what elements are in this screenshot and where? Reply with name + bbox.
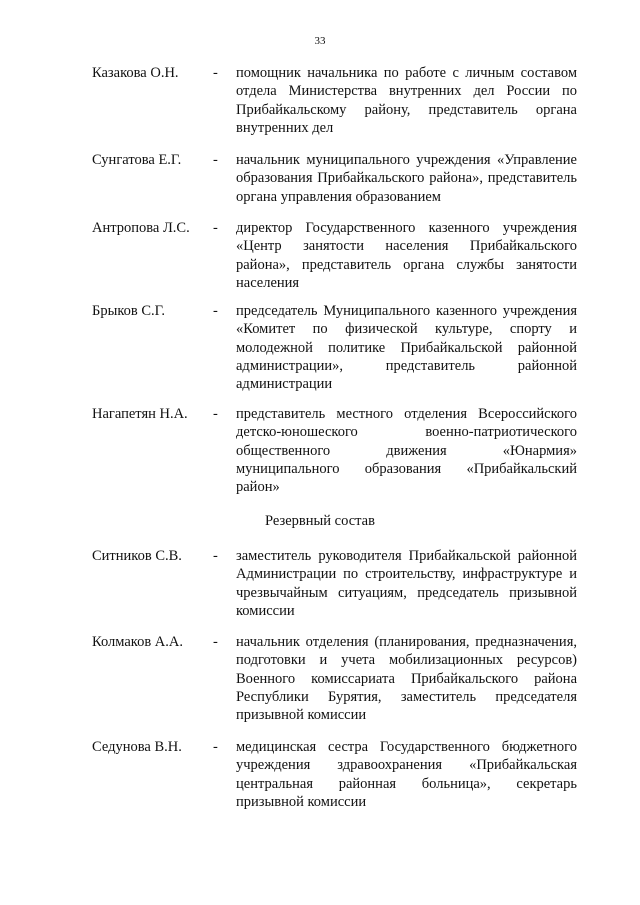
member-name: Ситников С.В. bbox=[92, 548, 182, 564]
dash-separator: - bbox=[213, 220, 218, 236]
member-description: начальник отделения (планирования, предназначения, подготовки и учета мобилизационных ресурсов) Военного комиссариата Прибайкальского района Республики Бурятия, заместитель председателя призывной комиссии bbox=[236, 634, 577, 724]
member-description: директор Государственного казенного учреждения «Центр занятости населения Прибайкальского района», представитель органа службы занятости населения bbox=[236, 220, 577, 291]
dash-separator: - bbox=[213, 739, 218, 755]
reserve-section-title: Резервный состав bbox=[265, 513, 375, 529]
member-description: медицинская сестра Государственного бюджетного учреждения здравоохранения «Прибайкальская центральная районная больница», секретарь призывной комиссии bbox=[236, 739, 577, 810]
member-description: начальник муниципального учреждения «Управление образования Прибайкальского района», представитель органа управления образованием bbox=[236, 152, 577, 205]
member-description: заместитель руководителя Прибайкальской районной Администрации по строительству, инфраструктуре и чрезвычайным ситуациям, председатель призывной комиссии bbox=[236, 548, 577, 619]
member-name: Нагапетян Н.А. bbox=[92, 406, 188, 422]
member-name: Седунова В.Н. bbox=[92, 739, 182, 755]
member-name: Колмаков А.А. bbox=[92, 634, 183, 650]
dash-separator: - bbox=[213, 548, 218, 564]
dash-separator: - bbox=[213, 406, 218, 422]
member-description: председатель Муниципального казенного учреждения «Комитет по физической культуре, спорту и молодежной политике Прибайкальской районной администрации», представитель районной администрации bbox=[236, 303, 577, 393]
member-name: Антропова Л.С. bbox=[92, 220, 190, 236]
dash-separator: - bbox=[213, 65, 218, 81]
member-name: Казакова О.Н. bbox=[92, 65, 179, 81]
dash-separator: - bbox=[213, 634, 218, 650]
member-name: Сунгатова Е.Г. bbox=[92, 152, 182, 168]
dash-separator: - bbox=[213, 303, 218, 319]
dash-separator: - bbox=[213, 152, 218, 168]
member-description: помощник начальника по работе с личным составом отдела Министерства внутренних дел России по Прибайкальскому району, представитель органа внутренних дел bbox=[236, 65, 577, 136]
page-number: 33 bbox=[314, 35, 326, 47]
member-name: Брыков С.Г. bbox=[92, 303, 166, 319]
member-description: представитель местного отделения Всероссийского детско-юношеского военно-патриотического общественного движения «Юнармия» муниципального образования «Прибайкальский район» bbox=[236, 406, 577, 496]
